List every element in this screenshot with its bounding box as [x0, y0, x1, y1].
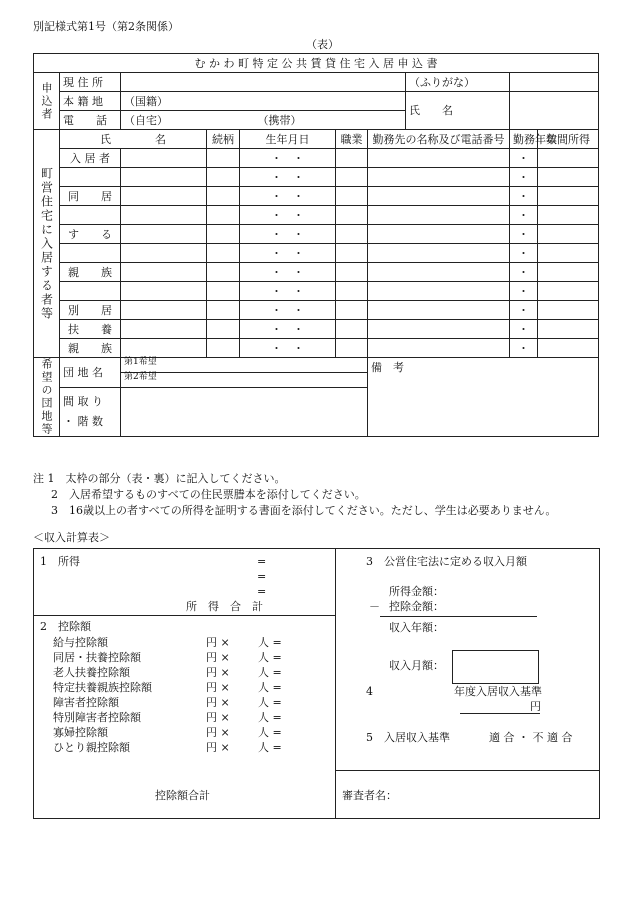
relation-cell[interactable] [207, 301, 240, 320]
birthdate-cell[interactable]: ・ ・ [240, 225, 336, 244]
years-cell[interactable]: ・ [510, 282, 538, 301]
remarks-field[interactable] [368, 358, 599, 437]
header-occupation: 職業 [336, 130, 368, 149]
header-employer: 勤務先の名称及び電話番号 [368, 130, 510, 149]
employer-cell[interactable] [368, 263, 510, 282]
reviewer-label: 審査者名： [342, 789, 397, 802]
employer-cell[interactable] [368, 168, 510, 187]
domicile-field[interactable] [121, 92, 406, 111]
years-cell[interactable]: ・ [510, 149, 538, 168]
residents-section-label: 町営住宅に入居する者等 [34, 130, 60, 358]
income-cell[interactable] [538, 339, 599, 358]
row-label-cohabit-blank [60, 206, 121, 225]
row-label-relatives: 親 族 [60, 339, 121, 358]
deduction-4: 障害者控除額 [53, 696, 119, 709]
eq-2: = [257, 570, 267, 583]
occupation-cell[interactable] [336, 282, 368, 301]
monthly-income-field[interactable] [452, 650, 539, 684]
unit-person: 人 = [258, 666, 282, 679]
relation-cell[interactable] [207, 282, 240, 301]
employer-cell[interactable] [368, 339, 510, 358]
employer-cell[interactable] [368, 244, 510, 263]
income-cell[interactable] [538, 320, 599, 339]
income-cell[interactable] [538, 187, 599, 206]
years-cell[interactable]: ・ [510, 301, 538, 320]
relation-cell[interactable] [207, 225, 240, 244]
name-cell[interactable] [121, 244, 207, 263]
deduction-amount-label: 控除金額： [389, 600, 444, 613]
birthdate-cell[interactable]: ・ ・ [240, 282, 336, 301]
row-label-cohabit-blank [60, 244, 121, 263]
deduction-5: 特別障害者控除額 [53, 711, 141, 724]
years-cell[interactable]: ・ [510, 206, 538, 225]
domicile-label: 本 籍 地 [60, 92, 121, 111]
unit-yen: 円 × [206, 651, 230, 664]
header-name: 氏 名 [60, 130, 207, 149]
section-4-label: 4 [366, 685, 373, 698]
years-cell[interactable]: ・ [510, 168, 538, 187]
years-cell[interactable]: ・ [510, 339, 538, 358]
unit-person: 人 = [258, 726, 282, 739]
occupation-cell[interactable] [336, 339, 368, 358]
row-label-cohabit-1: 同 居 [60, 187, 121, 206]
income-divider-right [335, 770, 599, 771]
income-cell[interactable] [538, 225, 599, 244]
name-cell[interactable] [121, 339, 207, 358]
occupation-cell[interactable] [336, 149, 368, 168]
years-cell[interactable]: ・ [510, 263, 538, 282]
employer-cell[interactable] [368, 320, 510, 339]
income-divider-v [335, 548, 336, 818]
employer-cell[interactable] [368, 206, 510, 225]
occupation-cell[interactable] [336, 187, 368, 206]
employer-cell[interactable] [368, 282, 510, 301]
second-choice-field[interactable]: 第2希望 [121, 373, 368, 388]
home-phone-label: （自宅） [124, 113, 168, 127]
income-cell[interactable] [538, 149, 599, 168]
address-label: 現 住 所 [60, 73, 121, 92]
complex-label: 団 地 名 [60, 358, 121, 388]
years-cell[interactable]: ・ [510, 320, 538, 339]
layout-label: 間 取 り ・ 階 数 [60, 388, 121, 437]
name-field[interactable] [510, 92, 599, 130]
unit-yen: 円 × [206, 681, 230, 694]
unit-person: 人 = [258, 741, 282, 754]
name-cell[interactable] [121, 225, 207, 244]
deduction-1: 同居・扶養控除額 [53, 651, 141, 664]
name-cell[interactable] [121, 168, 207, 187]
applicant-section-label: 申込者 [34, 73, 60, 130]
name-cell[interactable] [121, 282, 207, 301]
relation-cell[interactable] [207, 187, 240, 206]
eq-3: = [257, 585, 267, 598]
unit-yen: 円 × [206, 636, 230, 649]
relation-cell[interactable] [207, 320, 240, 339]
header-years: 勤務年数 [510, 130, 538, 149]
section-3-label: 3 公営住宅法に定める収入月額 [366, 555, 527, 568]
occupation-cell[interactable] [336, 263, 368, 282]
header-relation: 続柄 [207, 130, 240, 149]
header-income: 年間所得 [538, 130, 599, 149]
phone-label: 電 話 [60, 111, 121, 130]
income-cell[interactable] [538, 301, 599, 320]
income-cell[interactable] [538, 282, 599, 301]
employer-cell[interactable] [368, 149, 510, 168]
birthdate-cell[interactable]: ・ ・ [240, 244, 336, 263]
standard-yen: 円 [530, 700, 541, 713]
relation-cell[interactable] [207, 339, 240, 358]
mobile-phone-label: （携帯） [257, 113, 302, 127]
income-amount-label: 所得金額： [389, 585, 444, 598]
monthly-income-label: 収入月額： [389, 659, 444, 672]
years-cell[interactable]: ・ [510, 244, 538, 263]
name-cell[interactable] [121, 206, 207, 225]
employer-cell[interactable] [368, 187, 510, 206]
relation-cell[interactable] [207, 168, 240, 187]
relation-cell[interactable] [207, 149, 240, 168]
layout-field[interactable] [121, 388, 368, 437]
birthdate-cell[interactable]: ・ ・ [240, 149, 336, 168]
employer-cell[interactable] [368, 225, 510, 244]
note-1: 注 1 太枠の部分（表・裏）に記入してください。 [33, 472, 286, 485]
birthdate-cell[interactable]: ・ ・ [240, 168, 336, 187]
application-table [33, 53, 599, 437]
unit-yen: 円 × [206, 711, 230, 724]
income-total-label: 所 得 合 計 [186, 600, 263, 613]
unit-person: 人 = [258, 636, 282, 649]
income-cell[interactable] [538, 206, 599, 225]
row-label-separate: 別 居 [60, 301, 121, 320]
note-2: 2 入居希望するものすべての住民票謄本を添付してください。 [51, 488, 366, 501]
occupation-cell[interactable] [336, 225, 368, 244]
birthdate-cell[interactable]: ・ ・ [240, 301, 336, 320]
deduction-total-label: 控除額合計 [155, 789, 210, 802]
occupation-cell[interactable] [336, 301, 368, 320]
birthdate-cell[interactable]: ・ ・ [240, 320, 336, 339]
furigana-label: （ふりがな） [406, 73, 510, 92]
name-cell[interactable] [121, 149, 207, 168]
income-cell[interactable] [538, 244, 599, 263]
unit-person: 人 = [258, 711, 282, 724]
income-heading: ＜収入計算表＞ [33, 531, 110, 544]
unit-person: 人 = [258, 681, 282, 694]
section-2-label: 2 控除額 [40, 620, 91, 633]
section-5-label: 5 入居収入基準 [366, 731, 450, 744]
row-label-cohabit-3: 親 族 [60, 263, 121, 282]
deduction-3: 特定扶養親族控除額 [53, 681, 152, 694]
header-birthdate: 生年月日 [240, 130, 336, 149]
name-cell[interactable] [121, 187, 207, 206]
unit-yen: 円 × [206, 726, 230, 739]
unit-yen: 円 × [206, 696, 230, 709]
row-label-applicant: 入 居 者 [60, 149, 121, 168]
minus-sign: － [369, 600, 380, 613]
years-cell[interactable]: ・ [510, 225, 538, 244]
occupation-cell[interactable] [336, 168, 368, 187]
eq-1: = [257, 555, 267, 568]
occupation-cell[interactable] [336, 244, 368, 263]
nationality-label: （国籍） [124, 94, 168, 108]
judgement-options[interactable]: 適 合 ・ 不 適 合 [489, 731, 573, 744]
birthdate-cell[interactable]: ・ ・ [240, 187, 336, 206]
income-cell[interactable] [538, 263, 599, 282]
form-title: む か わ 町 特 定 公 共 賃 貸 住 宅 入 居 申 込 書 [34, 54, 599, 73]
standard-underline [460, 713, 540, 714]
standard-label: 年度入居収入基準 [454, 685, 542, 698]
phone-field[interactable] [121, 111, 406, 130]
row-label-cohabit-blank [60, 168, 121, 187]
note-3: 3 16歳以上の者すべての所得を証明する書面を添付してください。ただし、学生は必要ありません。 [51, 504, 557, 517]
relation-cell[interactable] [207, 244, 240, 263]
address-field[interactable] [121, 73, 406, 92]
name-label: 氏 名 [406, 92, 510, 130]
annual-income-label: 収入年額： [389, 621, 444, 634]
unit-person: 人 = [258, 651, 282, 664]
side-label: （表） [306, 38, 339, 51]
birthdate-cell[interactable]: ・ ・ [240, 206, 336, 225]
subtotal-line [380, 616, 537, 617]
name-cell[interactable] [121, 301, 207, 320]
deduction-0: 給与控除額 [53, 636, 108, 649]
name-cell[interactable] [121, 263, 207, 282]
row-label-dependent: 扶 養 [60, 320, 121, 339]
row-label-cohabit-2: す る [60, 225, 121, 244]
relation-cell[interactable] [207, 263, 240, 282]
deduction-6: 寡婦控除額 [53, 726, 108, 739]
row-label-cohabit-blank [60, 282, 121, 301]
first-choice-field[interactable]: 第1希望 [121, 358, 368, 373]
remarks-label: 備 考 [371, 361, 404, 374]
income-cell[interactable] [538, 168, 599, 187]
years-cell[interactable]: ・ [510, 187, 538, 206]
occupation-cell[interactable] [336, 206, 368, 225]
name-cell[interactable] [121, 320, 207, 339]
unit-person: 人 = [258, 696, 282, 709]
unit-yen: 円 × [206, 741, 230, 754]
deduction-2: 老人扶養控除額 [53, 666, 130, 679]
birthdate-cell[interactable]: ・ ・ [240, 339, 336, 358]
relation-cell[interactable] [207, 206, 240, 225]
desired-section-label: 希望の団地等 [34, 358, 60, 437]
section-1-label: 1 所得 [40, 555, 80, 568]
employer-cell[interactable] [368, 301, 510, 320]
birthdate-cell[interactable]: ・ ・ [240, 263, 336, 282]
form-id: 別記様式第1号（第2条関係） [33, 20, 179, 33]
occupation-cell[interactable] [336, 320, 368, 339]
deduction-7: ひとり親控除額 [53, 741, 130, 754]
unit-yen: 円 × [206, 666, 230, 679]
income-divider-left [33, 615, 336, 616]
furigana-field[interactable] [510, 73, 599, 92]
